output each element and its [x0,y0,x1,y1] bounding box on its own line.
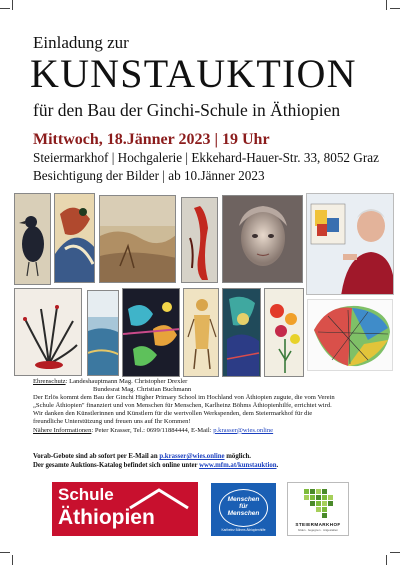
schule-logo-line2: Äthiopien [58,506,155,529]
event-venue: Steiermarkhof | Hochgalerie | Ekkehard-Hauer-Str. 33, 8052 Graz [33,150,379,165]
steiermarkhof-logo-tagline: bilden · begegnen · mitgestalten [298,528,338,532]
artwork-image-blue-figure [222,288,261,377]
contact-text: : Peter Krasser, Tel.: 0699/11884444, E-Mail: [91,426,214,434]
artwork-image-portrait [222,195,303,283]
artwork-image-figure-sketch [183,288,219,377]
info-block [33,378,378,435]
crop-mark [0,8,10,9]
steiermarkhof-logo-name: STEIERMARKHOF [295,522,341,527]
crop-mark [12,555,13,565]
crop-mark [386,555,387,565]
page-title: KUNSTAUKTION [30,51,357,96]
info-body-2: „Schule Äthiopien" finanziert und von Menschen für Menschen, Karlheinz Böhms Äthiopienhilfe, errichtet wird. [33,402,332,410]
contact-email-link[interactable]: p.krasser@wies.online [213,426,274,434]
crop-mark [0,552,10,553]
viewing-date: Besichtigung der Bilder | ab 10.Jänner 2023 [33,168,265,183]
artwork-image-abstract-bird [54,193,95,283]
artwork-image-crow [14,193,51,285]
crop-mark [386,0,387,10]
mfm-logo-line1: Menschen [227,496,260,503]
bids-block [33,452,278,470]
artwork-image-flowers [264,288,304,377]
schule-logo-line1: Schule [58,485,114,504]
artist-photo [306,193,394,295]
bids-line1-end: möglich. [224,453,251,460]
mfm-logo-small: Karlheinz Böhms Äthiopienhilfe [221,528,266,532]
bids-line2-text: Der gesamte Auktions-Katalog befindet sich online unter [33,462,200,469]
crop-mark [390,552,400,553]
artwork-image-landscape [99,195,176,283]
crop-mark [390,8,400,9]
mfm-logo-line3: Menschen [227,510,260,517]
info-body-1: Der Erlös kommt dem Bau der Ginchi Higher Primary School im Hochland von Äthiopien zugute, die vom Verein [33,394,335,402]
artwork-image-red-figure [181,197,218,283]
steiermarkhof-dots-icon [302,487,336,519]
bids-line1-text: Vorab-Gebote sind ab sofort per E-Mail an [33,453,160,460]
bids-line2-end: . [276,462,279,469]
info-body-4: freundliche Unterstützung und freuen uns auf Ihr Kommen! [33,418,191,426]
steiermarkhof-logo [287,482,349,536]
patron-2: Bundesrat Mag. Christian Buchmann [93,386,192,394]
patron-label: Ehrenschutz [33,378,66,385]
subtitle: für den Bau der Ginchi-Schule in Äthiopien [33,100,341,120]
artwork-image-red-plant [14,288,82,376]
house-roof-icon [126,486,192,510]
info-body-3: Wir danken den Künstlerinnen und Künstlern für die wertvollen Werkspenden, dem Steiermarkhof für die [33,410,313,418]
artwork-image-colorful-figures [122,288,180,377]
event-date-time: Mittwoch, 18.Jänner 2023 | 19 Uhr [33,131,270,148]
mfm-logo-line2: für [239,503,248,510]
artwork-image-leaf [307,299,393,371]
catalog-url-link[interactable]: www.mfm.at/kunstauktion [199,462,277,469]
crop-mark [12,0,13,10]
patron-1: : Landeshauptmann Mag. Christopher Drexler [65,378,188,385]
menschen-fuer-menschen-logo [211,483,276,536]
bids-email-link[interactable]: p.krasser@wies.online [159,453,225,460]
invitation-line: Einladung zur [33,33,129,52]
contact-label: Nähere Informationen [33,426,92,434]
schule-aethiopien-logo [52,482,198,536]
artwork-image-water [87,290,119,376]
